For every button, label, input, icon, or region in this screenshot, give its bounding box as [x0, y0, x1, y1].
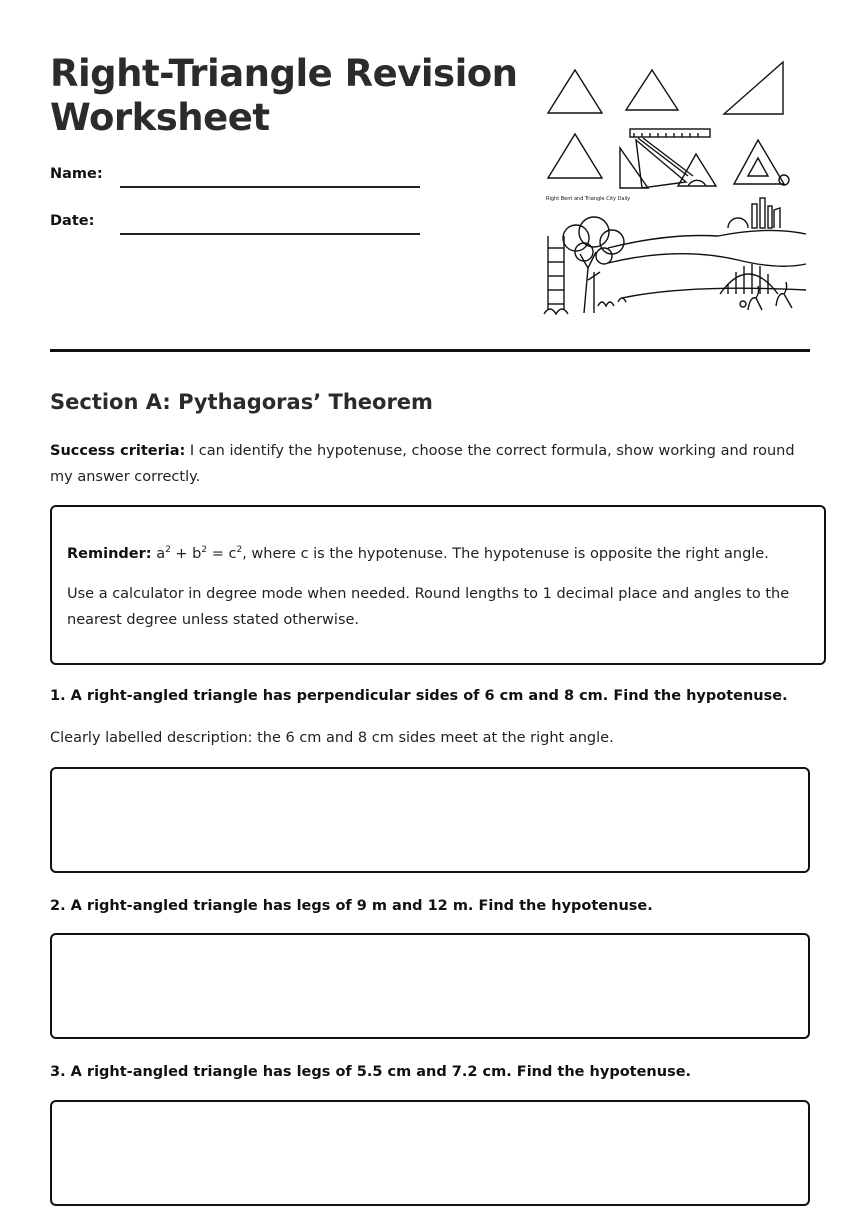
question-2: 2. A right-angled triangle has legs of 9 m and 12 m. Find the hypotenuse.	[50, 898, 653, 914]
worksheet-title: Right-Triangle Revision Worksheet	[50, 52, 518, 139]
triangle-icon	[626, 70, 678, 110]
success-criteria-text: I can identify the hypotenuse, choose the correct formula, show working and round my answer correctly.	[50, 443, 795, 485]
section-a-title: Section A: Pythagoras’ Theorem	[50, 390, 433, 414]
date-field[interactable]	[120, 233, 420, 235]
header-illustration	[538, 58, 810, 320]
reminder-formula: Reminder: $a^2 + b^2 = c^2$, where c is the hypotenuse. The hypotenuse is opposite the right angle.	[67, 545, 769, 562]
success-criteria	[50, 438, 810, 490]
landscape-illustration	[544, 198, 806, 314]
answer-box-1[interactable]	[50, 767, 810, 873]
triangle-icon	[548, 70, 602, 113]
name-label: Name:	[50, 166, 103, 182]
answer-box-2[interactable]	[50, 933, 810, 1039]
question-3: 3. A right-angled triangle has legs of 5.5 cm and 7.2 cm. Find the hypotenuse.	[50, 1064, 692, 1080]
set-square-icon	[734, 140, 789, 185]
image-caption: Right Bent and Triangle City Daily	[546, 196, 631, 202]
reminder-calculator-note: Use a calculator in degree mode when needed. Round lengths to 1 decimal place and angles to the nearest degree unless stated otherwise.	[67, 586, 790, 628]
answer-box-3[interactable]	[50, 1100, 810, 1206]
name-field[interactable]	[120, 186, 420, 188]
date-label: Date:	[50, 213, 95, 229]
question-1-note: Clearly labelled description: the 6 cm and 8 cm sides meet at the right angle.	[50, 730, 614, 746]
question-1: 1. A right-angled triangle has perpendicular sides of 6 cm and 8 cm. Find the hypotenuse.	[50, 688, 788, 704]
right-triangle-icon	[724, 62, 783, 114]
ruler-protractor-icon	[620, 129, 716, 188]
reminder-label: Reminder:	[67, 546, 152, 562]
header-divider	[50, 349, 810, 352]
triangle-icon	[548, 134, 602, 178]
success-criteria-label: Success criteria:	[50, 443, 186, 459]
reminder-box	[50, 505, 826, 665]
